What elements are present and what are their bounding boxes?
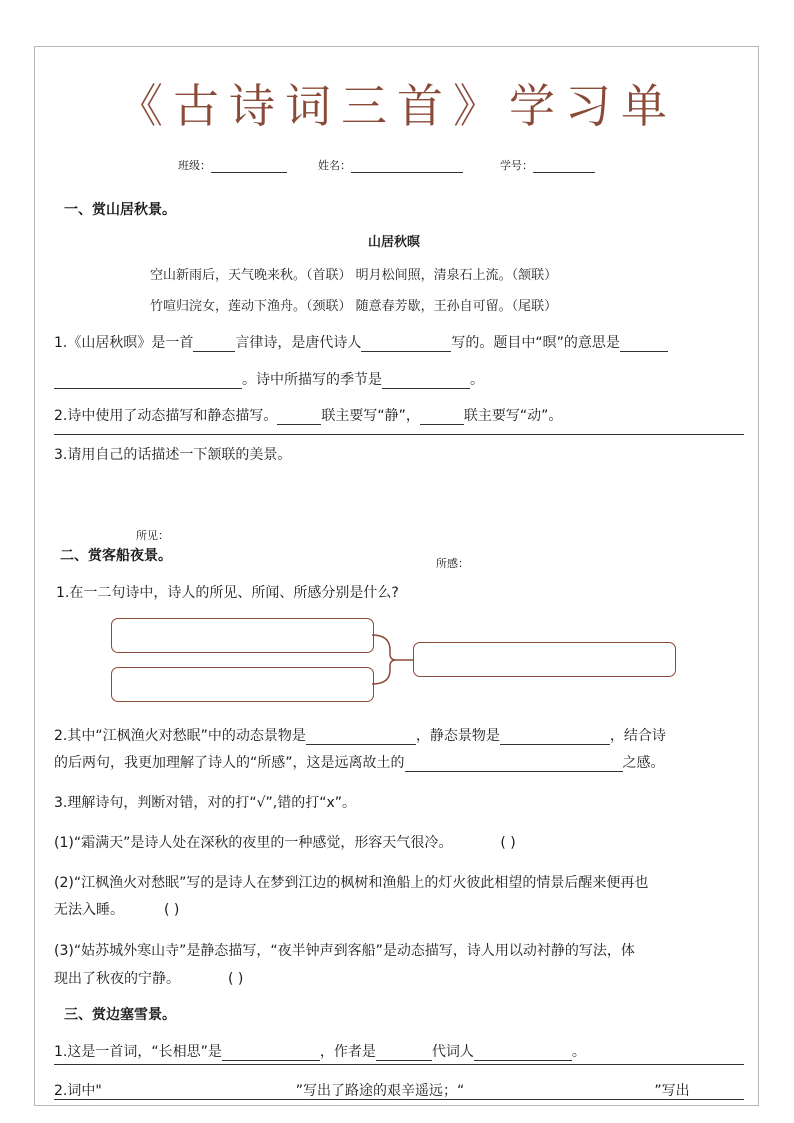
judge-item-1: (1)“霜满天”是诗人处在深秋的夜里的一种感觉，形容天气很冷。 ( ) (54, 835, 516, 851)
blank-quote-2[interactable] (464, 1085, 654, 1100)
s2-question-2-line2: 的后两句，我更加理解了诗人的“所感”，这是远离故土的 之感。 (54, 755, 665, 771)
answer-box-heard[interactable] (111, 667, 374, 702)
judge-item-2-line2: 无法入睡。 ( ) (54, 902, 180, 918)
blank-author[interactable] (474, 1046, 572, 1061)
judge-answer-3[interactable]: ( ) (228, 971, 244, 987)
blank-poem-form[interactable] (193, 337, 235, 352)
class-label: 班级： (178, 159, 211, 172)
s3-question-1: 1.这是一首词，“长相思”是 ，作者是 代词人 。 (54, 1044, 586, 1060)
answer-box-seen[interactable] (111, 618, 374, 653)
s3-question-2: 2.词中" ”写出了路途的艰辛遥远；“ ”写出 (54, 1083, 690, 1099)
suogan-label: 所感： (436, 557, 469, 570)
s2-question-1: 1.在一二句诗中，诗人的所见、所闻、所感分别是什么? (56, 585, 399, 601)
class-blank[interactable] (211, 158, 287, 173)
name-field (318, 157, 463, 173)
class-field (178, 157, 287, 173)
s1-question-2: 2.诗中使用了动态描写和静态描写。 联主要写“静”， 联主要写“动”。 (54, 408, 563, 424)
judge-item-3-line1: (3)“姑苏城外寒山寺”是静态描写，“夜半钟声到客船”是动态描写，诗人用以动衬静的写法，体 (54, 943, 635, 959)
blank-ming-meaning[interactable] (620, 337, 668, 352)
student-id-field (500, 157, 595, 173)
judge-answer-2[interactable]: ( ) (164, 902, 180, 918)
suojian-label: 所见： (136, 529, 169, 542)
judge-answer-1[interactable]: ( ) (500, 835, 516, 851)
blank-dynamic-couplet[interactable] (420, 410, 464, 425)
page-title: 《古诗词三首》学习单 (117, 79, 677, 133)
name-blank[interactable] (351, 158, 463, 173)
student-id-label: 学号： (500, 159, 533, 172)
bottom-line (54, 1099, 744, 1100)
blank-poet[interactable] (361, 337, 451, 352)
blank-season[interactable] (382, 374, 470, 389)
judge-item-3-line2: 现出了秋夜的宁静。 ( ) (54, 971, 244, 987)
poem-title: 山居秋暝 (368, 235, 421, 250)
blank-ming-meaning-cont[interactable] (54, 374, 242, 389)
judge-item-2-line1: (2)“江枫渔火对愁眠”写的是诗人在梦到江边的枫树和渔船上的灯火彼此相望的情景后醒来便再也 (54, 875, 649, 891)
blank-hard-journey[interactable] (102, 1085, 296, 1100)
blank-dynamic-scene[interactable] (306, 730, 416, 745)
blank-static-couplet[interactable] (277, 410, 321, 425)
s2-question-2-line1: 2.其中“江枫渔火对愁眠”中的动态景物是 ，静态景物是 ，结合诗 (54, 728, 666, 744)
section3-heading: 三、赏边塞雪景。 (64, 1007, 176, 1023)
s1-question-3: 3.请用自己的话描述一下颔联的美景。 (54, 447, 292, 463)
s2-question-3: 3.理解诗句，判断对错，对的打“√”,错的打“x”。 (54, 795, 357, 811)
blank-dynasty[interactable] (376, 1046, 432, 1061)
blank-changxiangsi[interactable] (222, 1046, 320, 1061)
section1-heading: 一、赏山居秋景。 (64, 202, 176, 218)
poem-line-2: 竹喧归浣女，莲动下渔舟。（颈联） 随意春芳歇，王孙自可留。（尾联） (150, 299, 558, 314)
blank-static-scene[interactable] (500, 730, 610, 745)
section2-heading: 二、赏客船夜景。 (60, 548, 172, 564)
bracket-connector (372, 632, 416, 688)
s1-question-1-line2: 。诗中所描写的季节是 。 (54, 369, 484, 389)
blank-feeling[interactable] (405, 757, 623, 772)
answer-line[interactable] (54, 434, 744, 435)
s1-question-1-line1: 1.《山居秋暝》是一首 言律诗，是唐代诗人 写的。题目中“暝”的意思是 (54, 332, 668, 352)
answer-box-felt[interactable] (413, 642, 676, 677)
name-label: 姓名： (318, 159, 351, 172)
student-id-blank[interactable] (533, 158, 595, 173)
answer-line-2[interactable] (54, 1064, 744, 1065)
poem-line-1: 空山新雨后，天气晚来秋。（首联） 明月松间照，清泉石上流。（颔联） (150, 268, 558, 283)
